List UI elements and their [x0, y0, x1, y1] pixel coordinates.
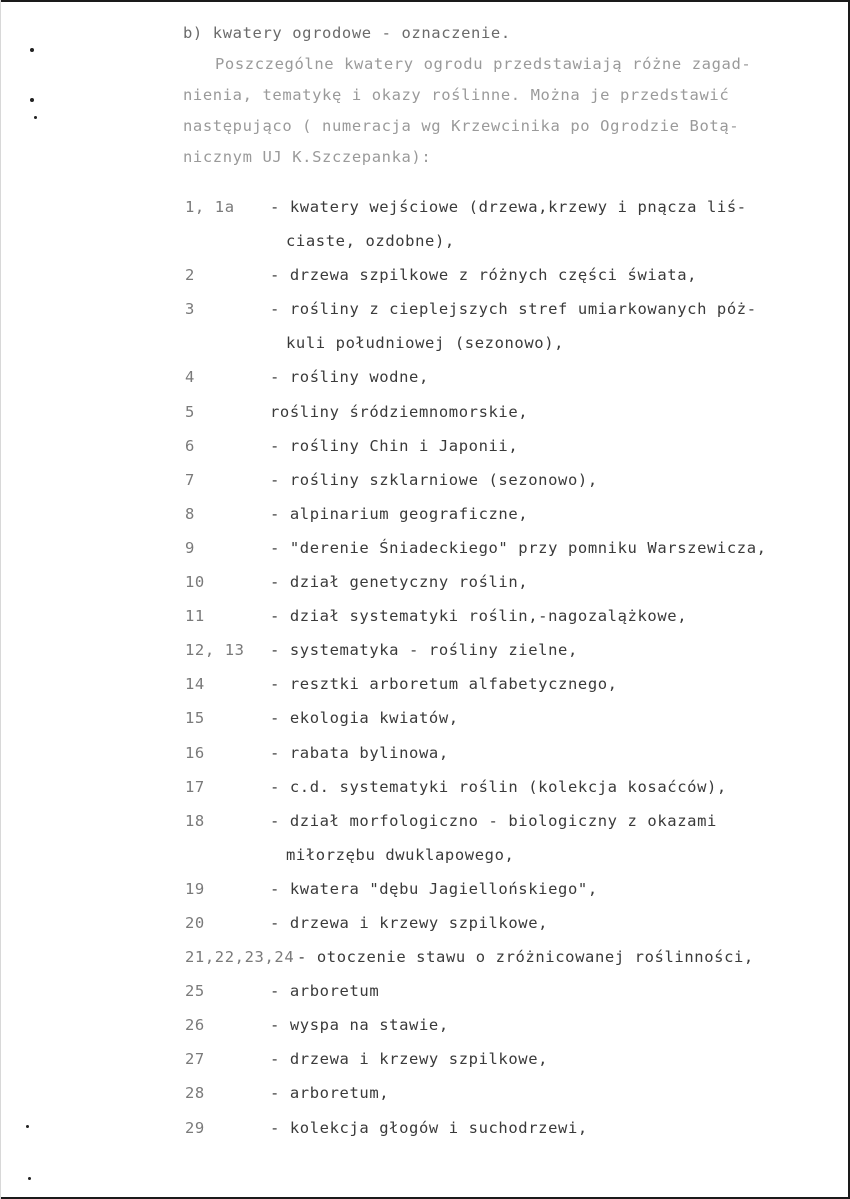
quarter-number: 8 [185, 504, 195, 523]
section-heading: b) kwatery ogrodowe - oznaczenie. [183, 24, 511, 42]
list-item-continuation [185, 838, 805, 872]
list-item [185, 906, 805, 940]
quarter-description: - kwatery wejściowe (drzewa,krzewy i pnącza liś- [270, 198, 747, 216]
quarter-number: 9 [185, 538, 195, 557]
quarter-number: 29 [185, 1118, 205, 1137]
quarter-description: rośliny śródziemnomorskie, [270, 402, 529, 421]
quarter-description-continued: kuli południowej (sezonowo), [286, 334, 565, 353]
list-item [185, 701, 805, 735]
quarter-number: 17 [185, 777, 205, 796]
scan-speck [30, 98, 34, 102]
list-item [185, 429, 805, 463]
quarter-description: - c.d. systematyki roślin (kolekcja kosaćców), [270, 777, 727, 796]
quarter-number: 28 [185, 1084, 205, 1103]
quarter-number: 4 [185, 368, 195, 387]
quarter-number: 1, 1a [185, 198, 235, 216]
scan-speck [28, 1177, 31, 1180]
quarter-description: - rośliny Chin i Japonii, [270, 436, 519, 455]
list-item [185, 565, 805, 599]
quarter-number: 26 [185, 1016, 205, 1035]
quarter-description: - rośliny wodne, [270, 368, 429, 387]
quarter-number: 16 [185, 743, 205, 762]
intro-line: nienia, tematykę i okazy roślinne. Można je przedstawić [183, 86, 730, 104]
list-item [185, 360, 805, 394]
list-item [185, 190, 805, 224]
quarter-description: - drzewa i krzewy szpilkowe, [270, 1050, 549, 1069]
quarter-description: - resztki arboretum alfabetycznego, [270, 675, 618, 694]
list-item [185, 1042, 805, 1076]
quarter-description: - systematyka - rośliny zielne, [270, 641, 578, 660]
quarter-number: 3 [185, 300, 195, 319]
quarter-number: 20 [185, 913, 205, 932]
list-item [185, 872, 805, 906]
list-item [185, 1111, 805, 1145]
quarter-number: 21,22,23,24 [185, 948, 295, 967]
quarter-description: - "derenie Śniadeckiego" przy pomniku Warszewicza, [270, 538, 767, 557]
list-item [185, 667, 805, 701]
intro-line: następująco ( numeracja wg Krzewcinika po Ogrodzie Botą- [183, 117, 740, 135]
quarter-description: - drzewa szpilkowe z różnych części świata, [270, 266, 698, 285]
quarter-number: 2 [185, 266, 195, 285]
quarter-number: 5 [185, 402, 195, 421]
list-item [185, 531, 805, 565]
quarter-description: - drzewa i krzewy szpilkowe, [270, 913, 549, 932]
quarter-number: 15 [185, 709, 205, 728]
intro-line: nicznym UJ K.Szczepanka): [183, 148, 432, 166]
quarter-description: - arboretum [270, 982, 380, 1001]
list-item [185, 497, 805, 531]
list-item [185, 736, 805, 770]
list-item [185, 258, 805, 292]
page-left-edge [0, 0, 1, 1199]
scan-speck [26, 1125, 29, 1128]
list-item [185, 633, 805, 667]
quarter-description: - alpinarium geograficzne, [270, 504, 529, 523]
list-item [185, 292, 805, 326]
quarter-number: 27 [185, 1050, 205, 1069]
quarter-description: - arboretum, [270, 1084, 390, 1103]
quarter-description-continued: miłorzębu dwuklapowego, [286, 845, 515, 864]
list-item [185, 940, 805, 974]
quarter-number: 10 [185, 573, 205, 592]
list-item [185, 804, 805, 838]
scan-speck [34, 116, 37, 119]
page-top-edge [0, 0, 850, 2]
quarter-description: - rośliny z cieplejszych stref umiarkowanych póż- [270, 300, 757, 319]
quarter-number: 18 [185, 811, 205, 830]
list-item [185, 1076, 805, 1110]
quarter-number: 12, 13 [185, 641, 245, 660]
quarter-number: 25 [185, 982, 205, 1001]
quarter-description: - rabata bylinowa, [270, 743, 449, 762]
document-header [183, 18, 803, 173]
quarter-description: - otoczenie stawu o zróżnicowanej roślinności, [297, 948, 754, 967]
quarter-description-continued: ciaste, ozdobne), [286, 232, 455, 251]
list-item [185, 1008, 805, 1042]
list-item [185, 599, 805, 633]
quarter-number: 14 [185, 675, 205, 694]
garden-quarters-list [185, 190, 805, 1145]
quarter-number: 7 [185, 470, 195, 489]
quarter-description: - kwatera "dębu Jagiellońskiego", [270, 879, 598, 898]
intro-line: Poszczególne kwatery ogrodu przedstawiają różne zagad- [215, 55, 752, 73]
quarter-description: - dział genetyczny roślin, [270, 573, 529, 592]
quarter-description: - dział systematyki roślin,-nagozalążkowe, [270, 607, 688, 626]
list-item-continuation [185, 326, 805, 360]
list-item [185, 770, 805, 804]
quarter-description: - kolekcja głogów i suchodrzewi, [270, 1118, 588, 1137]
list-item [185, 463, 805, 497]
list-item [185, 974, 805, 1008]
list-item [185, 395, 805, 429]
quarter-description: - rośliny szklarniowe (sezonowo), [270, 470, 598, 489]
quarter-description: - wyspa na stawie, [270, 1016, 449, 1035]
quarter-description: - dział morfologiczno - biologiczny z okazami [270, 811, 717, 830]
quarter-description: - ekologia kwiatów, [270, 709, 459, 728]
quarter-number: 6 [185, 436, 195, 455]
scan-speck [30, 48, 34, 52]
quarter-number: 19 [185, 879, 205, 898]
quarter-number: 11 [185, 607, 205, 626]
list-item-continuation [185, 224, 805, 258]
